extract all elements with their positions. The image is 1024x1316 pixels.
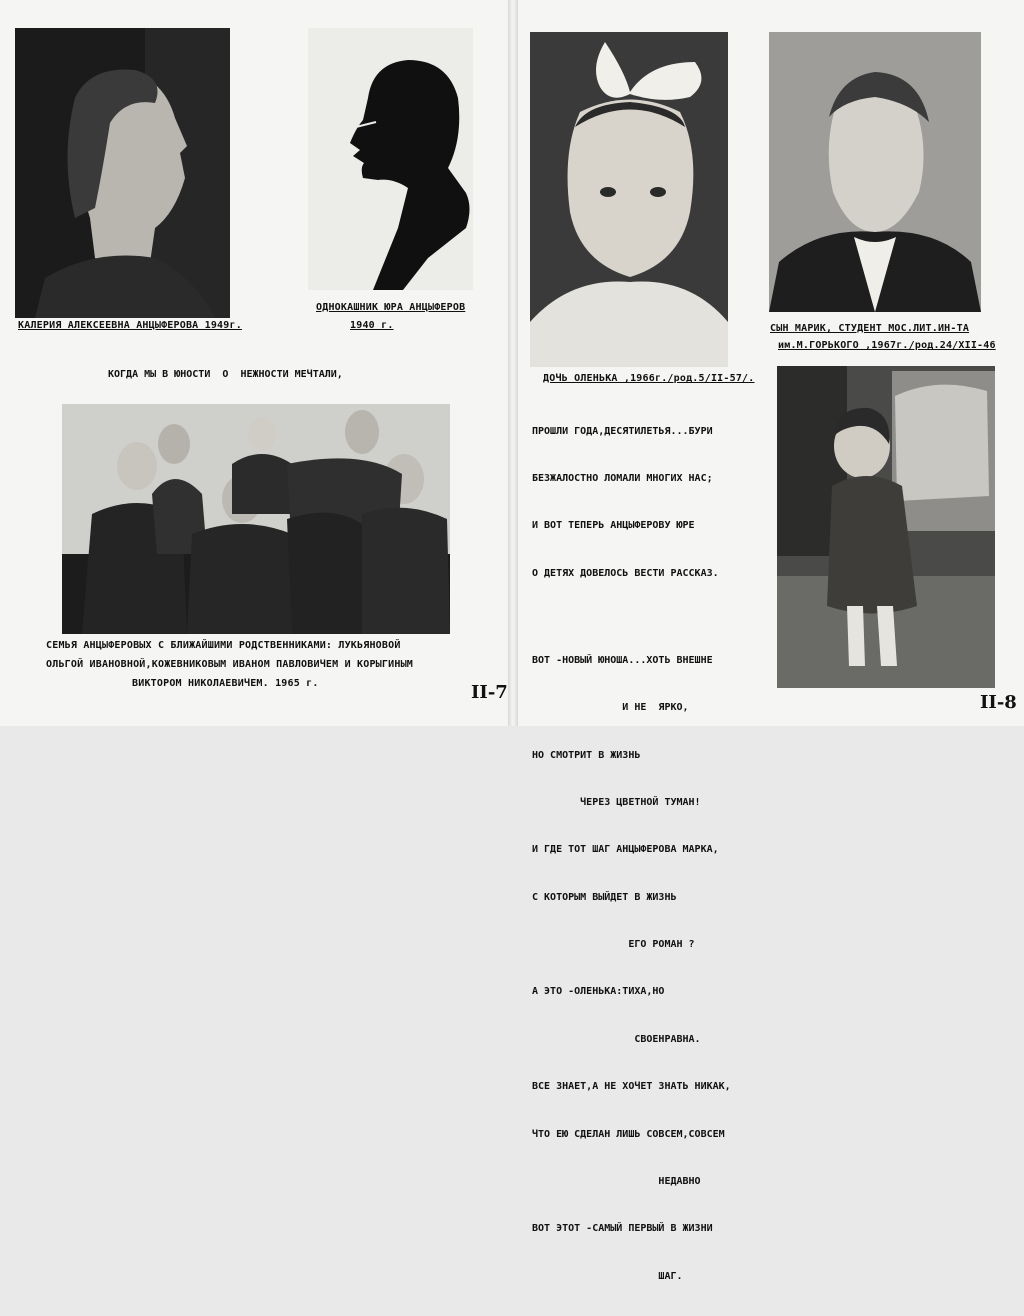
poem-right-line: НЕДАВНО	[532, 1176, 701, 1188]
caption-family	[46, 636, 413, 693]
photo-son	[769, 32, 981, 312]
poem-left-line: КОГДА МЫ В ЮНОСТИ О НЕЖНОСТИ МЕЧТАЛИ,	[108, 369, 343, 380]
photo-toddler	[777, 366, 995, 688]
photo-family-group	[62, 404, 450, 634]
poem-right-line: И НЕ ЯРКО,	[532, 702, 689, 714]
caption-daughter: ДОЧЬ ОЛЕНЬКА ,1966г./род.5/II-57/.	[543, 373, 755, 384]
poem-right-line: ЧЕРЕЗ ЦВЕТНОЙ ТУМАН!	[532, 796, 701, 808]
poem-right-line: ВОТ -НОВЫЙ ЮНОША...ХОТЬ ВНЕШНЕ	[532, 654, 713, 666]
caption-classmate-line2: 1940 г.	[350, 320, 394, 331]
poem-right-line: ВСЕ ЗНАЕТ,А НЕ ХОЧЕТ ЗНАТЬ НИКАК,	[532, 1081, 731, 1093]
caption-mother: КАЛЕРИЯ АЛЕКСЕЕВНА АНЦЫФЕРОВА 1949г.	[18, 320, 242, 331]
poem-right-line: ЕГО РОМАН ?	[532, 939, 695, 951]
caption-son-line2: им.М.ГОРЬКОГО ,1967г./род.24/XII-46	[778, 340, 996, 351]
poem-right-line: ПРОШЛИ ГОДА,ДЕСЯТИЛЕТЬЯ...БУРИ	[532, 425, 713, 437]
caption-classmate-line1: ОДНОКАШНИК ЮРА АНЦЫФЕРОВ	[316, 302, 466, 313]
photo-classmate-silhouette	[308, 28, 473, 290]
poem-right-line: О ДЕТЯХ ДОВЕЛОСЬ ВЕСТИ РАССКАЗ.	[532, 567, 719, 579]
poem-right-line: И ВОТ ТЕПЕРЬ АНЦЫФЕРОВУ ЮРЕ	[532, 520, 695, 532]
photo-mother-profile	[15, 28, 230, 318]
poem-right	[532, 392, 731, 1316]
caption-family-line: ОЛЬГОЙ ИВАНОВНОЙ,КОЖЕВНИКОВЫМ ИВАНОМ ПАВЛОВИЧЕМ И КОРЫГИНЫМ	[46, 659, 414, 670]
caption-family-line: ВИКТОРОМ НИКОЛАЕВИЧЕМ. 1965 г.	[132, 678, 319, 689]
poem-right-line: ВОТ ЭТОТ -САМЫЙ ПЕРВЫЙ В ЖИЗНИ	[532, 1223, 713, 1235]
page-number-left: II-7	[471, 682, 508, 703]
poem-right-line: СВОЕНРАВНА.	[532, 1033, 701, 1045]
poem-right-line: НО СМОТРИТ В ЖИЗНЬ	[532, 749, 641, 761]
page-gutter	[508, 0, 518, 726]
poem-right-line: БЕЗЖАЛОСТНО ЛОМАЛИ МНОГИХ НАС;	[532, 472, 713, 484]
caption-family-line: СЕМЬЯ АНЦЫФЕРОВЫХ С БЛИЖАЙШИМИ РОДСТВЕННИКАМИ: ЛУКЬЯНОВОЙ	[46, 640, 401, 651]
poem-right-line: А ЭТО -ОЛЕНЬКА:ТИХА,НО	[532, 986, 665, 998]
poem-right-line: ЧТО ЕЮ СДЕЛАН ЛИШЬ СОВСЕМ,СОВСЕМ	[532, 1128, 725, 1140]
poem-right-line: И ГДЕ ТОТ ШАГ АНЦЫФЕРОВА МАРКА,	[532, 844, 719, 856]
poem-right-line: С КОТОРЫМ ВЫЙДЕТ В ЖИЗНЬ	[532, 891, 677, 903]
page-number-right: II-8	[980, 692, 1017, 713]
poem-right-line: ШАГ.	[532, 1270, 683, 1282]
poem-right-line	[532, 613, 731, 621]
photo-daughter	[530, 32, 728, 367]
caption-son-line1: СЫН МАРИК, СТУДЕНТ МОС.ЛИТ.ИН-ТА	[770, 323, 970, 334]
